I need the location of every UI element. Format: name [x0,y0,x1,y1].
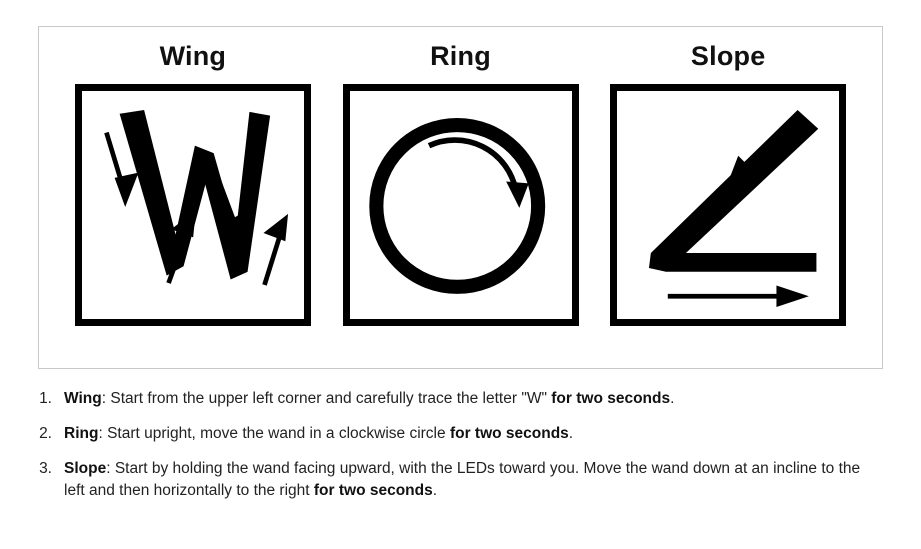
list-item [22,388,882,410]
step-name: Ring [64,425,99,442]
step-text [64,388,882,410]
step-emphasis: for two seconds [551,390,671,407]
gesture-title-slope: Slope [690,41,766,71]
step-separator: : [98,425,108,442]
wing-gesture-icon [75,84,311,326]
step-end: . [670,390,675,407]
step-number: 3. [39,460,52,477]
gesture-panel-row [39,27,882,368]
gesture-figure [38,26,883,369]
list-item [22,423,882,445]
step-separator: : [101,390,111,407]
gesture-title-ring: Ring [430,41,491,71]
step-text [64,458,882,502]
step-body: Start upright, move the wand in a clockwise circle [107,425,450,442]
list-item [22,458,882,502]
step-name: Wing [64,390,102,407]
instruction-list [22,388,882,515]
step-number: 2. [39,425,52,442]
step-end: . [568,425,574,442]
step-text [64,423,882,445]
gesture-panel-ring [327,37,595,350]
step-body: Start from the upper left corner and carefully trace the letter "W" [110,390,552,407]
step-emphasis: for two seconds [449,425,569,442]
step-body: Start by holding the wand facing upward, with the LEDs toward you. Move the wand down at an incline to the left and then horizontally to the right [64,460,861,499]
step-emphasis: for two seconds [313,482,433,499]
step-separator: : [106,460,115,477]
gesture-panel-slope [594,37,862,350]
step-name: Slope [64,460,107,477]
slope-gesture-icon [610,84,846,326]
ring-gesture-icon [343,84,579,326]
step-end: . [432,482,438,499]
gesture-panel-wing [59,37,327,350]
gesture-title-wing: Wing [159,41,227,71]
step-number: 1. [39,390,52,407]
